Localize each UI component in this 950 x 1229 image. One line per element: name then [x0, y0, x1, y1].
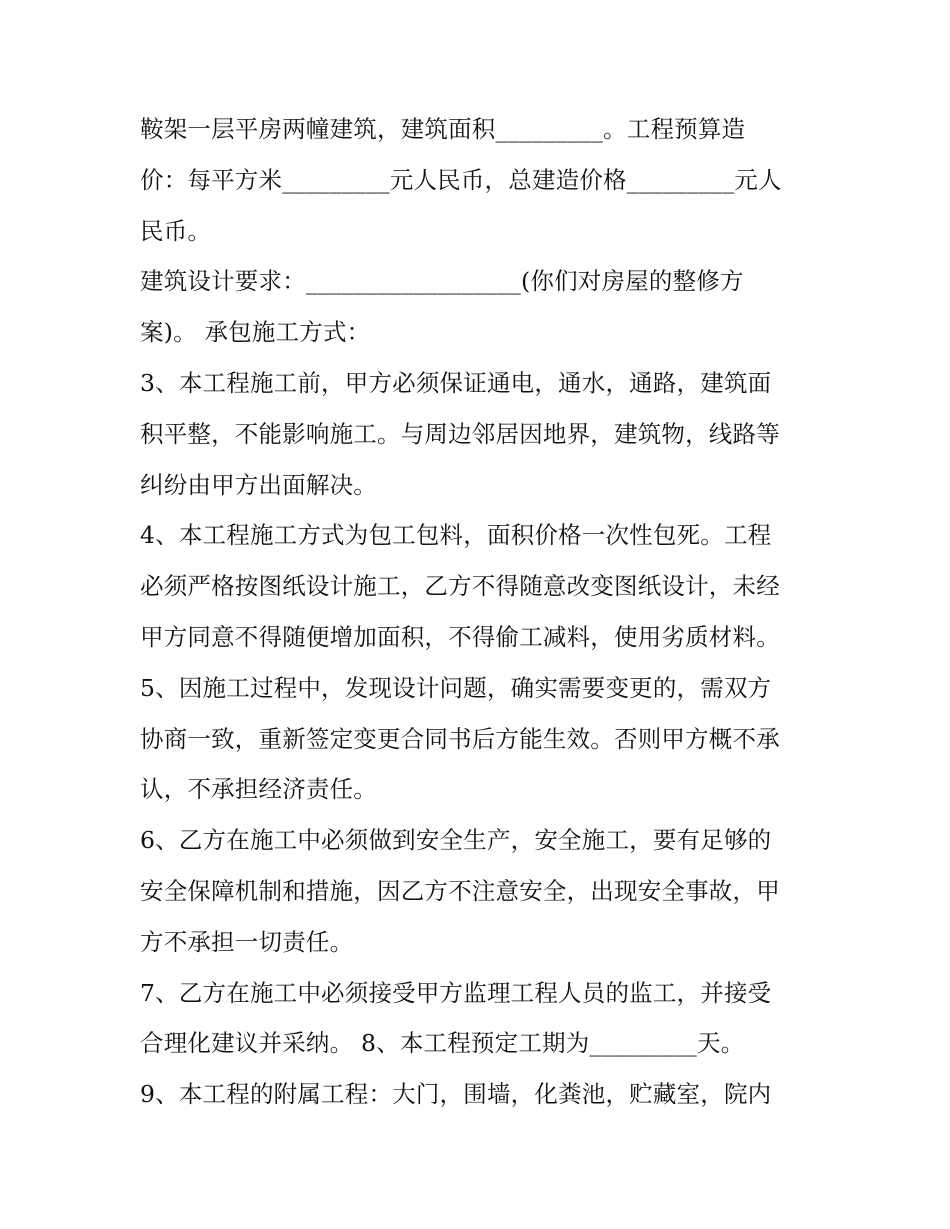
text-line: 6、乙方在施工中必须做到安全生产，安全施工，要有足够的: [140, 826, 772, 855]
text-line: 价：每平方米_________元人民币，总建造价格_________元人: [140, 165, 782, 194]
text-line: 4、本工程施工方式为包工包料，面积价格一次性包死。工程: [140, 521, 772, 550]
text-line: 认，不承担经济责任。: [140, 775, 377, 804]
text-line: 案)。 承包施工方式：: [140, 318, 371, 347]
text-line: 5、因施工过程中，发现设计问题，确实需要变更的，需双方: [140, 673, 772, 702]
text-line: 积平整，不能影响施工。与周边邻居因地界，建筑物，线路等: [140, 419, 780, 448]
text-line: 纠纷由甲方出面解决。: [140, 470, 377, 499]
text-line: 9、本工程的附属工程：大门，围墙，化粪池，贮藏室，院内: [140, 1080, 772, 1109]
text-line: 合理化建议并采纳。 8、本工程预定工期为_________天。: [140, 1029, 745, 1058]
text-line: 3、本工程施工前，甲方必须保证通电，通水，通路，建筑面: [140, 368, 772, 397]
text-line: 甲方同意不得随便增加面积，不得偷工减料，使用劣质材料。: [140, 622, 780, 651]
text-line: 鞍架一层平房两幢建筑，建筑面积_________。工程预算造: [140, 115, 746, 143]
text-line: 必须严格按图纸设计施工，乙方不得随意改变图纸设计，未经: [140, 572, 780, 601]
text-line: 协商一致，重新签定变更合同书后方能生效。否则甲方概不承: [140, 724, 780, 753]
text-line: 建筑设计要求：__________________(你们对房屋的整修方: [140, 267, 744, 296]
text-line: 民币。: [140, 216, 212, 245]
contract-text-body: [140, 104, 830, 1120]
text-line: 7、乙方在施工中必须接受甲方监理工程人员的监工，并接受: [140, 978, 772, 1007]
text-line: 安全保障机制和措施，因乙方不注意安全，出现安全事故，甲: [140, 876, 780, 905]
text-line: 方不承担一切责任。: [140, 927, 354, 956]
